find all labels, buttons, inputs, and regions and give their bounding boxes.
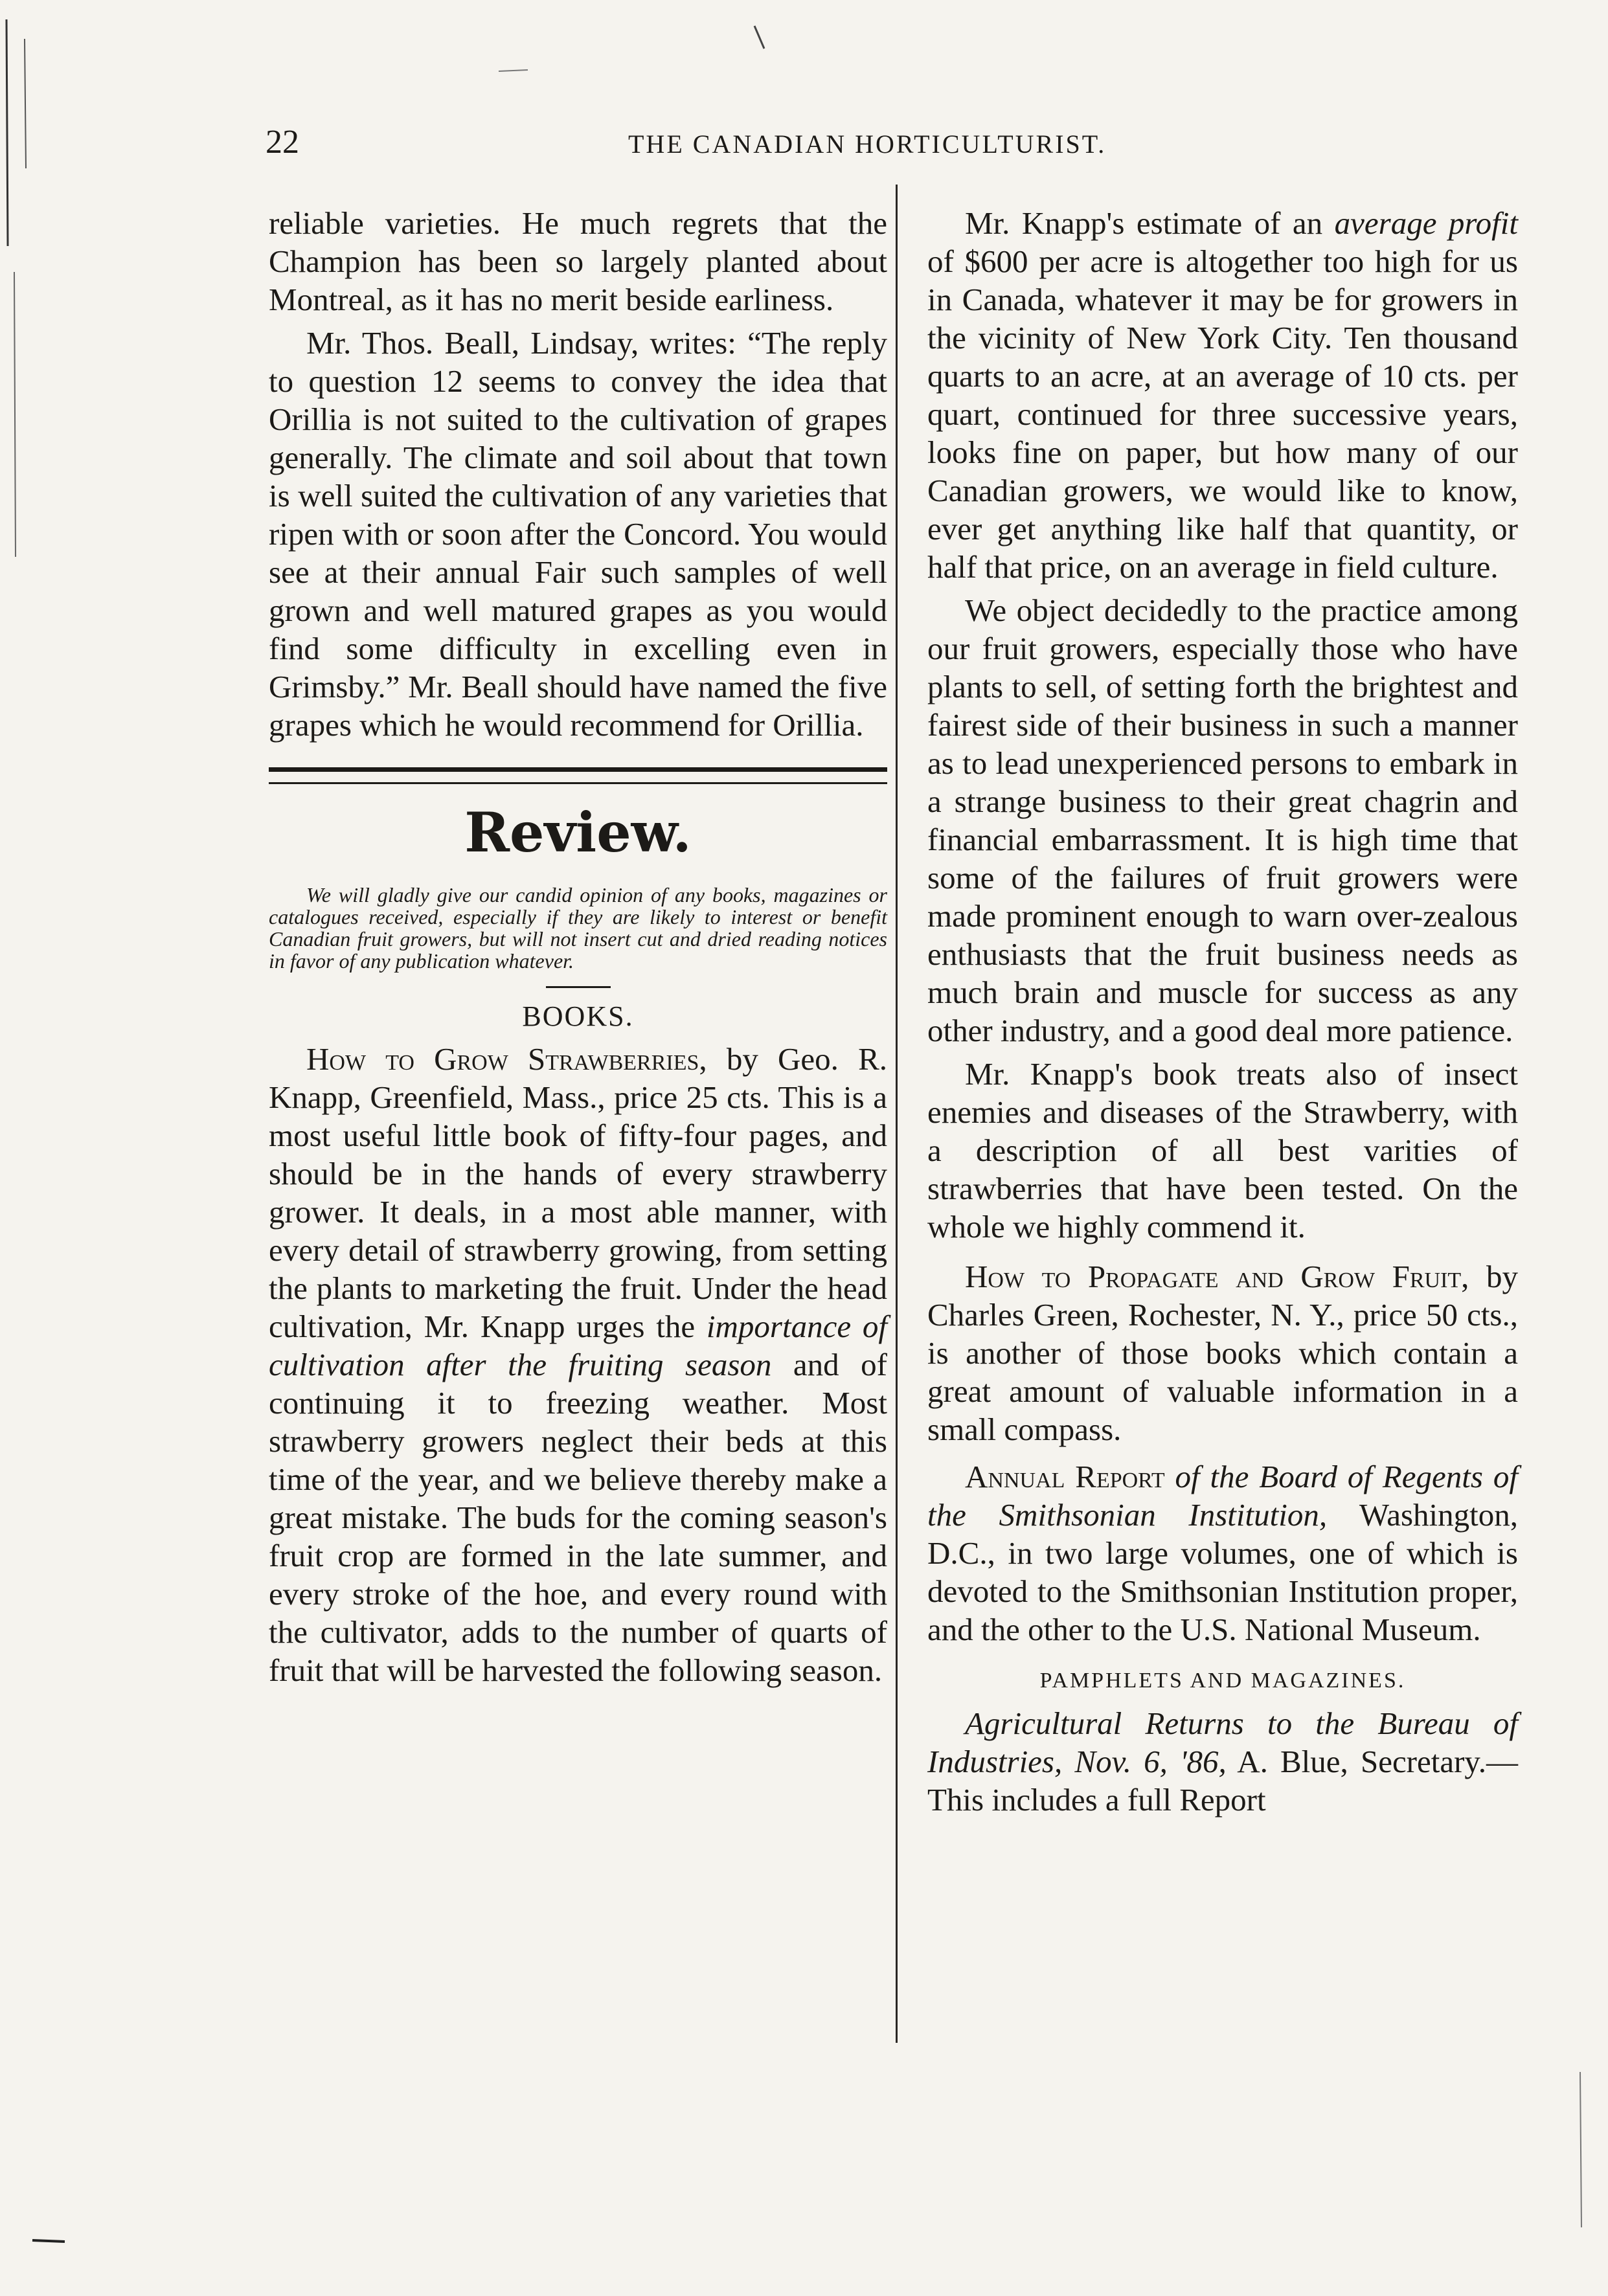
book-review-propagate (927, 1257, 1518, 1448)
column-divider (896, 185, 898, 2043)
text-emphasis: Agricultural Returns to the Bureau of Industries, Nov. 6, '86, (927, 1705, 1518, 1779)
review-notice: We will gladly give our candid opinion of any books, magazines or catalogues received, especially if they are likely to interest or benefit Canadian fruit growers, but will not insert cut and dried reading notices in favor of any publication whatever. (269, 883, 887, 973)
book-text: Washington, D.C., in two large volumes, one of which is devoted to the Smithsonian Institution proper, and the other to the U.S. National Museum. (927, 1497, 1518, 1647)
paragraph: Mr. Thos. Beall, Lindsay, writes: “The reply to question 12 seems to convey the idea that Orillia is not suited to the cultivation of grapes generally. The climate and soil about that town is well suited the cultivation of any varieties that ripen with or soon after the Concord. You would see at their annual Fair such samples of well grown and well matured grapes as you would find some difficulty in excelling even in Grimsby.” Mr. Beall should have named the five grapes which he would recommend for Orillia. (269, 325, 887, 743)
text-run: of $600 per acre is altogether too high for us in Canada, whatever it may be for growers in the vicinity of New York City. Ten thousand quarts to an acre, at an average of 10 cts. per quart, continued for three successive years, looks fine on paper, but how many of our Canadian growers, we would like to know, ever get anything like half that quantity, or half that price, on an average in field culture. (927, 243, 1518, 585)
paragraph (927, 204, 1518, 586)
book-review-smithsonian (927, 1458, 1518, 1649)
left-column (269, 204, 887, 1694)
book-title: Annual Report (965, 1459, 1165, 1494)
paragraph (927, 1704, 1518, 1819)
page-number: 22 (266, 124, 299, 161)
book-title: How to Grow Strawberries, (306, 1041, 707, 1077)
books-heading: BOOKS. (522, 1000, 634, 1032)
book-text: and of continuing it to freezing weather. Most strawberry growers neglect their beds at this time of the year, and we believe thereby make a great mistake. The buds for the coming season's fruit crop are formed in the late summer, and every stroke of the hoe, and every round with the cultivator, adds to the number of quarts of fruit that will be harvested the following season. (269, 1347, 887, 1688)
book-review-strawberries (269, 1040, 887, 1689)
right-column (927, 204, 1518, 1824)
text-run: A. Blue, Secretary.—This includes a full Report (927, 1744, 1519, 1818)
paragraph: We object decidedly to the practice among our fruit growers, especially those who have plants to sell, of setting forth the brightest and fairest side of their business in such a manner as to lead unexperienced persons to embark in a strange business to their great chagrin and financial embarrassment. It is high time that some of the failures of fruit growers were made prominent enough to warn over-zealous enthusiasts that the fruit business needs as much brain and muscle for success as any other industry, and a good deal more patience. (927, 592, 1518, 1048)
section-title-review: Review. (464, 800, 692, 864)
book-text: by Geo. R. Knapp, Greenfield, Mass., price 25 cts. This is a most useful little book of fifty-four pages, and should be in the hands of every strawberry grower. It deals, in a most able manner, with every detail of strawberry growing, from setting the plants to marketing the fruit. Under the head cultivation, Mr. Knapp urges the (269, 1041, 887, 1344)
section-divider (269, 767, 887, 784)
short-divider (546, 986, 611, 988)
paragraph: reliable varieties. He much regrets that the Champion has been so largely planted about Montreal, as it has no merit beside earliness. (269, 205, 887, 317)
page-header (266, 123, 1515, 168)
book-text: by Charles Green, Rochester, N. Y., price 50 cts., is another of those books which contain a great amount of valuable information in a small compass. (927, 1259, 1518, 1447)
paragraph: Mr. Knapp's book treats also of insect enemies and diseases of the Strawberry, with a description of all best varities of strawberries that have been tested. On the whole we highly commend it. (927, 1056, 1518, 1244)
running-title: THE CANADIAN HORTICULTURIST. (628, 129, 1107, 159)
book-emphasis: importance of cultivation after the fruiting season (269, 1309, 887, 1382)
text-emphasis: average profit (1334, 205, 1518, 241)
text-run: Mr. Knapp's estimate of an (965, 205, 1335, 241)
book-title: How to Propagate and Grow Fruit, (965, 1259, 1469, 1294)
pamphlets-heading: PAMPHLETS AND MAGAZINES. (1039, 1669, 1406, 1693)
book-emphasis: of the Board of Regents of the Smithsonian Institution, (927, 1459, 1518, 1533)
